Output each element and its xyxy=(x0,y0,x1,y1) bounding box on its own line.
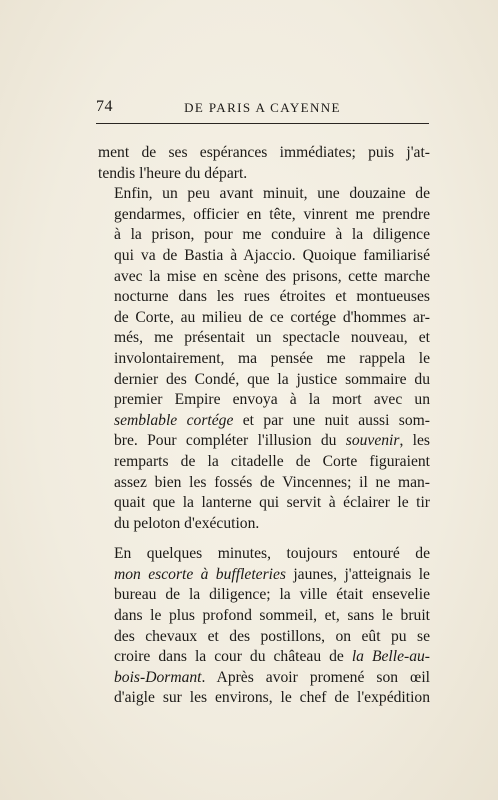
italic-phrase: la Belle-au- xyxy=(351,648,430,666)
paragraph-2 xyxy=(98,184,430,534)
body-text xyxy=(98,143,430,709)
text-line: premier Empire envoya à la mort avec un xyxy=(114,391,430,409)
text-line: Enfin, un peu avant minuit, une douzaine de xyxy=(114,185,430,203)
text-line xyxy=(98,431,430,452)
italic-phrase: semblable cortége xyxy=(114,411,234,429)
text-line: assez bien les fossés de Vincennes; il ne man- xyxy=(114,473,430,491)
text-line: d'aigle sur les environs, le chef de l'expédition xyxy=(114,689,430,707)
text-fragment: et par une nuit aussi som- xyxy=(233,411,430,429)
text-line xyxy=(98,411,430,432)
paragraph-3 xyxy=(98,544,430,709)
text-line xyxy=(98,668,430,689)
text-line: involontairement, ma pensée me rappela le xyxy=(114,349,430,367)
paragraph-1 xyxy=(98,143,430,184)
text-fragment: bre. Pour compléter l'illusion du xyxy=(114,432,346,450)
text-line: En quelques minutes, toujours entouré de xyxy=(114,545,430,563)
text-line: nocturne dans les rues étroites et montueuses xyxy=(114,288,430,306)
page-number: 74 xyxy=(96,98,113,115)
text-fragment: , les xyxy=(399,432,430,450)
text-line: més, me présentait un spectacle nouveau, et xyxy=(114,329,430,347)
text-fragment: . Après avoir promené son œil xyxy=(201,668,430,686)
text-line: tendis l'heure du départ. xyxy=(98,164,248,182)
text-line: des chevaux et des postillons, on eût pu se xyxy=(114,627,430,645)
text-line: remparts de la citadelle de Corte figuraient xyxy=(114,452,430,470)
text-fragment: croire dans la cour du château de xyxy=(114,648,352,666)
text-line: gendarmes, officier en tête, vinrent me prendre xyxy=(114,205,430,223)
text-line: dernier des Condé, que la justice sommaire du xyxy=(114,370,430,388)
header-rule xyxy=(96,123,429,124)
text-line: quait que la lanterne qui servit à éclairer le tir xyxy=(114,494,430,512)
running-head: DE PARIS A CAYENNE xyxy=(184,100,341,115)
italic-phrase: souvenir xyxy=(345,432,400,450)
text-line: avec la mise en scène des prisons, cette marche xyxy=(114,267,430,285)
text-line: qui va de Bastia à Ajaccio. Quoique familiarisé xyxy=(114,246,430,264)
italic-phrase: mon escorte à buffleteries xyxy=(114,565,286,583)
text-line: ment de ses espérances immédiates; puis j'at- xyxy=(98,144,430,161)
text-line: bureau de la diligence; la ville était ensevelie xyxy=(114,586,430,604)
text-line: de Corte, au milieu de ce cortége d'hommes ar- xyxy=(114,308,430,326)
text-line xyxy=(98,647,430,668)
text-fragment: jaunes, j'atteignais le xyxy=(285,565,430,583)
text-line xyxy=(98,565,430,586)
text-line: du peloton d'exécution. xyxy=(114,514,260,532)
text-line: dans le plus profond sommeil, et, sans le bruit xyxy=(114,607,430,625)
italic-phrase: bois-Dormant xyxy=(114,668,202,686)
page-header xyxy=(96,98,429,120)
text-line: à la prison, pour me conduire à la diligence xyxy=(114,226,430,244)
